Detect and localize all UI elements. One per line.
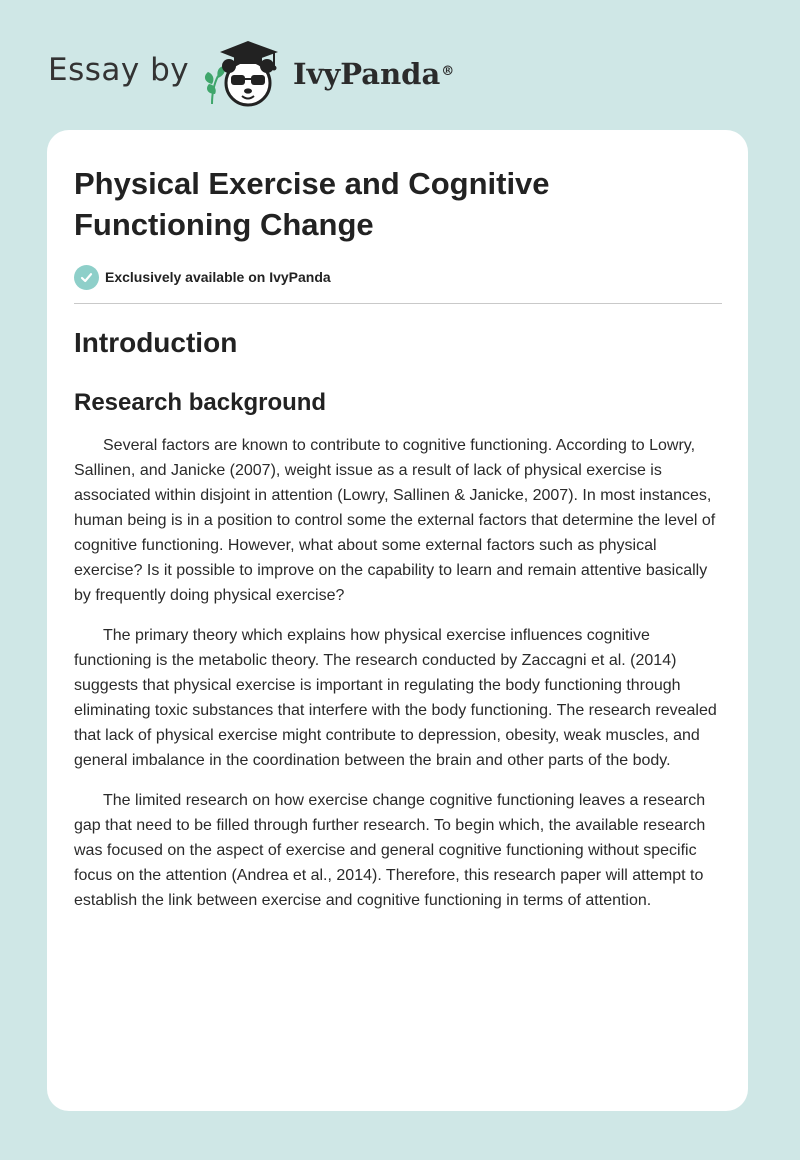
- panda-graduate-icon[interactable]: [200, 34, 290, 110]
- exclusive-label: Exclusively available on IvyPanda: [105, 269, 331, 285]
- check-icon: [74, 265, 99, 290]
- brand-name[interactable]: [293, 54, 454, 94]
- site-header: [0, 0, 800, 130]
- exclusive-badge: [74, 264, 331, 290]
- divider: [74, 303, 722, 304]
- subsection-heading: Research background: [74, 389, 327, 416]
- article-body: [74, 433, 724, 928]
- essay-by-label: Essay by: [48, 52, 190, 88]
- paragraph: The limited research on how exercise change cognitive functioning leaves a research gap that need to be filled through further research. To begin which, the available research was focused on the aspect of exercise and general cognitive functioning without specific focus on the attention (Andrea et al., 2014). Therefore, this research paper will attempt to establish the link between exercise and cognitive functioning in terms of attention.: [74, 792, 706, 909]
- paragraph: The primary theory which explains how physical exercise influences cognitive functioning is the metabolic theory. The research conducted by Zaccagni et al. (2014) suggests that physical exercise is important in regulating the body functioning through eliminating toxic substances that interfere with the body functioning. The research revealed that lack of physical exercise might contribute to depression, obesity, weak muscles, and general imbalance in the coordination between the brain and other parts of the body.: [74, 627, 717, 769]
- page-title: Physical Exercise and Cognitive Functioning Change: [74, 166, 550, 242]
- brand-text: IvyPanda: [293, 57, 441, 91]
- essay-card: [47, 130, 748, 1111]
- registered-mark: ®: [441, 64, 455, 79]
- leaf-icon: [205, 66, 225, 104]
- section-heading: Introduction: [74, 327, 238, 358]
- paragraph: Several factors are known to contribute to cognitive functioning. According to Lowry, Sallinen, and Janicke (2007), weight issue as a result of lack of physical exercise is associated within disjoint in attention (Lowry, Sallinen & Janicke, 2007). In most instances, human being is in a position to control some the external factors that determine the level of cognitive functioning. However, what about some external factors such as physical exercise? Is it possible to improve on the capability to learn and remain attentive basically by frequently doing physical exercise?: [74, 437, 716, 604]
